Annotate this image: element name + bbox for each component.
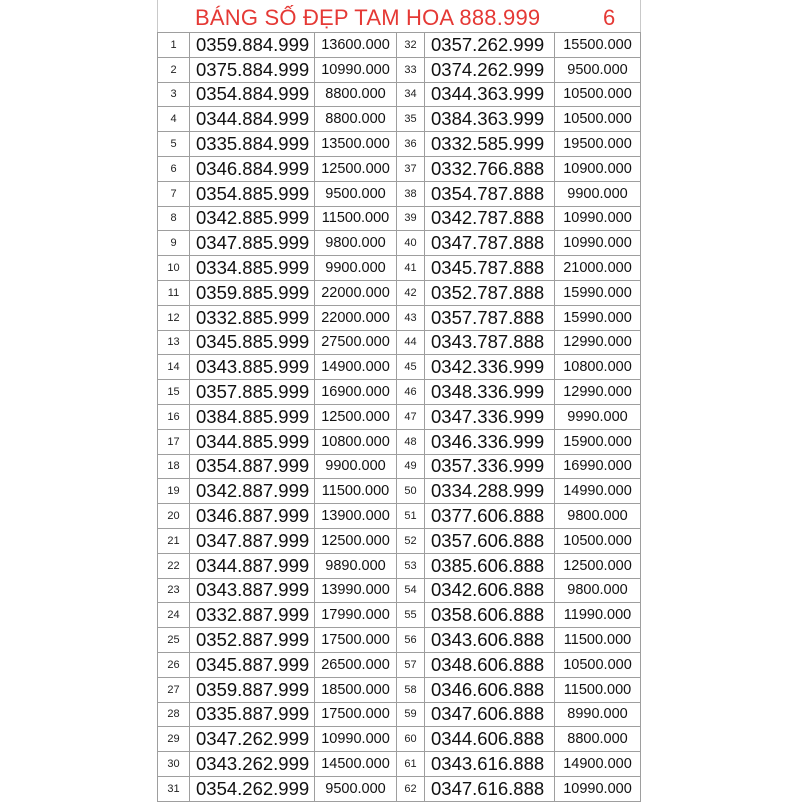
price-right: 8990.000 xyxy=(555,702,641,727)
price-left: 9500.000 xyxy=(315,181,397,206)
phone-number-left: 0354.262.999 xyxy=(190,776,315,801)
table-row xyxy=(158,33,641,58)
price-right: 9500.000 xyxy=(555,57,641,82)
phone-number-right: 0348.606.888 xyxy=(425,652,555,677)
price-left: 10990.000 xyxy=(315,57,397,82)
phone-number-left: 0359.887.999 xyxy=(190,677,315,702)
phone-number-left: 0345.885.999 xyxy=(190,330,315,355)
price-left: 12500.000 xyxy=(315,528,397,553)
phone-number-right: 0347.336.999 xyxy=(425,404,555,429)
price-left: 14500.000 xyxy=(315,752,397,777)
table-row xyxy=(158,652,641,677)
price-right: 14900.000 xyxy=(555,752,641,777)
row-index-right: 55 xyxy=(397,603,425,628)
price-right: 10500.000 xyxy=(555,82,641,107)
table-row xyxy=(158,355,641,380)
price-left: 22000.000 xyxy=(315,280,397,305)
table-row xyxy=(158,256,641,281)
table-row xyxy=(158,330,641,355)
price-left: 12500.000 xyxy=(315,156,397,181)
table-row xyxy=(158,752,641,777)
phone-number-right: 0385.606.888 xyxy=(425,553,555,578)
phone-number-right: 0345.787.888 xyxy=(425,256,555,281)
price-right: 9800.000 xyxy=(555,504,641,529)
price-right: 11990.000 xyxy=(555,603,641,628)
phone-number-right: 0346.336.999 xyxy=(425,429,555,454)
phone-number-right: 0346.606.888 xyxy=(425,677,555,702)
phone-number-right: 0343.787.888 xyxy=(425,330,555,355)
phone-number-left: 0354.884.999 xyxy=(190,82,315,107)
row-index-left: 9 xyxy=(158,231,190,256)
price-left: 9900.000 xyxy=(315,454,397,479)
price-left: 18500.000 xyxy=(315,677,397,702)
row-index-right: 58 xyxy=(397,677,425,702)
phone-number-right: 0342.336.999 xyxy=(425,355,555,380)
phone-number-left: 0346.887.999 xyxy=(190,504,315,529)
table-row xyxy=(158,454,641,479)
row-index-left: 6 xyxy=(158,156,190,181)
price-left: 22000.000 xyxy=(315,305,397,330)
table-row xyxy=(158,553,641,578)
price-right: 15900.000 xyxy=(555,429,641,454)
row-index-left: 24 xyxy=(158,603,190,628)
table-row xyxy=(158,578,641,603)
phone-number-left: 0343.885.999 xyxy=(190,355,315,380)
row-index-right: 57 xyxy=(397,652,425,677)
row-index-right: 38 xyxy=(397,181,425,206)
table-row xyxy=(158,479,641,504)
table-row xyxy=(158,231,641,256)
row-index-right: 47 xyxy=(397,404,425,429)
number-table xyxy=(157,32,641,802)
phone-number-left: 0357.885.999 xyxy=(190,380,315,405)
price-right: 10800.000 xyxy=(555,355,641,380)
row-index-right: 60 xyxy=(397,727,425,752)
price-right: 11500.000 xyxy=(555,628,641,653)
price-right: 9800.000 xyxy=(555,578,641,603)
price-left: 12500.000 xyxy=(315,404,397,429)
table-row xyxy=(158,107,641,132)
price-left: 11500.000 xyxy=(315,206,397,231)
row-index-left: 26 xyxy=(158,652,190,677)
row-index-right: 42 xyxy=(397,280,425,305)
price-right: 14990.000 xyxy=(555,479,641,504)
phone-number-left: 0347.885.999 xyxy=(190,231,315,256)
table-row xyxy=(158,528,641,553)
phone-number-right: 0342.787.888 xyxy=(425,206,555,231)
table-row xyxy=(158,727,641,752)
phone-number-right: 0332.585.999 xyxy=(425,132,555,157)
table-row xyxy=(158,404,641,429)
price-left: 9890.000 xyxy=(315,553,397,578)
row-index-right: 52 xyxy=(397,528,425,553)
table-row xyxy=(158,504,641,529)
row-index-left: 16 xyxy=(158,404,190,429)
phone-number-left: 0343.262.999 xyxy=(190,752,315,777)
table-row xyxy=(158,82,641,107)
row-index-right: 61 xyxy=(397,752,425,777)
phone-number-left: 0344.887.999 xyxy=(190,553,315,578)
row-index-left: 8 xyxy=(158,206,190,231)
price-left: 26500.000 xyxy=(315,652,397,677)
price-left: 11500.000 xyxy=(315,479,397,504)
price-right: 9990.000 xyxy=(555,404,641,429)
table-row xyxy=(158,429,641,454)
phone-number-right: 0344.606.888 xyxy=(425,727,555,752)
price-right: 15500.000 xyxy=(555,33,641,58)
phone-number-right: 0357.787.888 xyxy=(425,305,555,330)
price-left: 10800.000 xyxy=(315,429,397,454)
row-index-right: 62 xyxy=(397,776,425,801)
price-right: 10990.000 xyxy=(555,206,641,231)
phone-number-left: 0344.884.999 xyxy=(190,107,315,132)
phone-number-left: 0375.884.999 xyxy=(190,57,315,82)
price-right: 10500.000 xyxy=(555,107,641,132)
page-number: 6 xyxy=(603,5,616,30)
phone-number-right: 0347.606.888 xyxy=(425,702,555,727)
price-left: 13900.000 xyxy=(315,504,397,529)
price-right: 19500.000 xyxy=(555,132,641,157)
price-left: 27500.000 xyxy=(315,330,397,355)
table-row xyxy=(158,156,641,181)
phone-number-right: 0352.787.888 xyxy=(425,280,555,305)
price-left: 17500.000 xyxy=(315,702,397,727)
price-left: 14900.000 xyxy=(315,355,397,380)
row-index-right: 41 xyxy=(397,256,425,281)
phone-number-right: 0343.606.888 xyxy=(425,628,555,653)
price-left: 8800.000 xyxy=(315,82,397,107)
row-index-right: 32 xyxy=(397,33,425,58)
phone-number-right: 0357.262.999 xyxy=(425,33,555,58)
price-left: 17990.000 xyxy=(315,603,397,628)
price-right: 12990.000 xyxy=(555,380,641,405)
phone-number-left: 0343.887.999 xyxy=(190,578,315,603)
phone-number-right: 0354.787.888 xyxy=(425,181,555,206)
phone-number-right: 0332.766.888 xyxy=(425,156,555,181)
row-index-left: 14 xyxy=(158,355,190,380)
phone-number-left: 0335.884.999 xyxy=(190,132,315,157)
phone-number-left: 0334.885.999 xyxy=(190,256,315,281)
row-index-right: 54 xyxy=(397,578,425,603)
table-row xyxy=(158,305,641,330)
phone-number-left: 0342.885.999 xyxy=(190,206,315,231)
row-index-left: 12 xyxy=(158,305,190,330)
row-index-left: 18 xyxy=(158,454,190,479)
row-index-right: 43 xyxy=(397,305,425,330)
price-right: 21000.000 xyxy=(555,256,641,281)
row-index-right: 50 xyxy=(397,479,425,504)
table-row xyxy=(158,603,641,628)
row-index-left: 28 xyxy=(158,702,190,727)
row-index-left: 10 xyxy=(158,256,190,281)
phone-number-right: 0342.606.888 xyxy=(425,578,555,603)
price-right: 12990.000 xyxy=(555,330,641,355)
price-right: 16990.000 xyxy=(555,454,641,479)
row-index-left: 2 xyxy=(158,57,190,82)
row-index-left: 23 xyxy=(158,578,190,603)
price-left: 13500.000 xyxy=(315,132,397,157)
price-right: 10990.000 xyxy=(555,231,641,256)
title-row xyxy=(157,0,640,33)
phone-number-left: 0347.887.999 xyxy=(190,528,315,553)
row-index-right: 46 xyxy=(397,380,425,405)
table-row xyxy=(158,776,641,801)
phone-number-left: 0352.887.999 xyxy=(190,628,315,653)
row-index-left: 19 xyxy=(158,479,190,504)
phone-number-left: 0346.884.999 xyxy=(190,156,315,181)
row-index-right: 33 xyxy=(397,57,425,82)
table-row xyxy=(158,628,641,653)
price-left: 10990.000 xyxy=(315,727,397,752)
price-right: 15990.000 xyxy=(555,280,641,305)
phone-number-right: 0347.787.888 xyxy=(425,231,555,256)
row-index-right: 36 xyxy=(397,132,425,157)
phone-number-right: 0343.616.888 xyxy=(425,752,555,777)
phone-number-left: 0332.885.999 xyxy=(190,305,315,330)
row-index-right: 44 xyxy=(397,330,425,355)
sheet-title: BÁNG SỐ ĐẸP TAM HOA 888.999 xyxy=(195,5,541,30)
table-row xyxy=(158,380,641,405)
price-left: 17500.000 xyxy=(315,628,397,653)
phone-number-left: 0354.885.999 xyxy=(190,181,315,206)
price-right: 10990.000 xyxy=(555,776,641,801)
phone-number-left: 0344.885.999 xyxy=(190,429,315,454)
row-index-right: 45 xyxy=(397,355,425,380)
phone-number-left: 0332.887.999 xyxy=(190,603,315,628)
price-left: 13600.000 xyxy=(315,33,397,58)
phone-number-right: 0334.288.999 xyxy=(425,479,555,504)
phone-number-right: 0357.336.999 xyxy=(425,454,555,479)
phone-number-right: 0358.606.888 xyxy=(425,603,555,628)
table-row xyxy=(158,280,641,305)
price-right: 8800.000 xyxy=(555,727,641,752)
table-row xyxy=(158,206,641,231)
row-index-left: 7 xyxy=(158,181,190,206)
row-index-left: 13 xyxy=(158,330,190,355)
phone-number-right: 0357.606.888 xyxy=(425,528,555,553)
row-index-right: 40 xyxy=(397,231,425,256)
price-left: 8800.000 xyxy=(315,107,397,132)
phone-number-right: 0384.363.999 xyxy=(425,107,555,132)
price-left: 16900.000 xyxy=(315,380,397,405)
row-index-left: 3 xyxy=(158,82,190,107)
row-index-left: 4 xyxy=(158,107,190,132)
price-right: 10900.000 xyxy=(555,156,641,181)
phone-number-right: 0377.606.888 xyxy=(425,504,555,529)
price-left: 9500.000 xyxy=(315,776,397,801)
price-right: 9900.000 xyxy=(555,181,641,206)
price-right: 11500.000 xyxy=(555,677,641,702)
row-index-right: 59 xyxy=(397,702,425,727)
table-body xyxy=(158,33,641,802)
row-index-right: 37 xyxy=(397,156,425,181)
row-index-left: 20 xyxy=(158,504,190,529)
row-index-left: 11 xyxy=(158,280,190,305)
row-index-right: 53 xyxy=(397,553,425,578)
phone-number-left: 0384.885.999 xyxy=(190,404,315,429)
row-index-left: 21 xyxy=(158,528,190,553)
phone-number-left: 0354.887.999 xyxy=(190,454,315,479)
phone-number-right: 0374.262.999 xyxy=(425,57,555,82)
phone-number-right: 0348.336.999 xyxy=(425,380,555,405)
row-index-left: 15 xyxy=(158,380,190,405)
row-index-left: 5 xyxy=(158,132,190,157)
row-index-right: 48 xyxy=(397,429,425,454)
row-index-left: 29 xyxy=(158,727,190,752)
row-index-left: 22 xyxy=(158,553,190,578)
table-row xyxy=(158,702,641,727)
row-index-right: 35 xyxy=(397,107,425,132)
price-right: 12500.000 xyxy=(555,553,641,578)
price-right: 10500.000 xyxy=(555,652,641,677)
row-index-left: 17 xyxy=(158,429,190,454)
phone-number-left: 0359.884.999 xyxy=(190,33,315,58)
table-row xyxy=(158,181,641,206)
phone-number-left: 0347.262.999 xyxy=(190,727,315,752)
price-left: 9900.000 xyxy=(315,256,397,281)
phone-number-right: 0344.363.999 xyxy=(425,82,555,107)
row-index-right: 34 xyxy=(397,82,425,107)
table-row xyxy=(158,57,641,82)
row-index-left: 27 xyxy=(158,677,190,702)
price-left: 9800.000 xyxy=(315,231,397,256)
row-index-right: 56 xyxy=(397,628,425,653)
phone-number-left: 0359.885.999 xyxy=(190,280,315,305)
price-right: 15990.000 xyxy=(555,305,641,330)
phone-number-left: 0342.887.999 xyxy=(190,479,315,504)
table-row xyxy=(158,677,641,702)
row-index-right: 49 xyxy=(397,454,425,479)
row-index-left: 31 xyxy=(158,776,190,801)
table-row xyxy=(158,132,641,157)
phone-number-left: 0335.887.999 xyxy=(190,702,315,727)
phone-number-right: 0347.616.888 xyxy=(425,776,555,801)
row-index-right: 51 xyxy=(397,504,425,529)
price-right: 10500.000 xyxy=(555,528,641,553)
row-index-right: 39 xyxy=(397,206,425,231)
price-left: 13990.000 xyxy=(315,578,397,603)
row-index-left: 1 xyxy=(158,33,190,58)
row-index-left: 25 xyxy=(158,628,190,653)
phone-number-left: 0345.887.999 xyxy=(190,652,315,677)
row-index-left: 30 xyxy=(158,752,190,777)
